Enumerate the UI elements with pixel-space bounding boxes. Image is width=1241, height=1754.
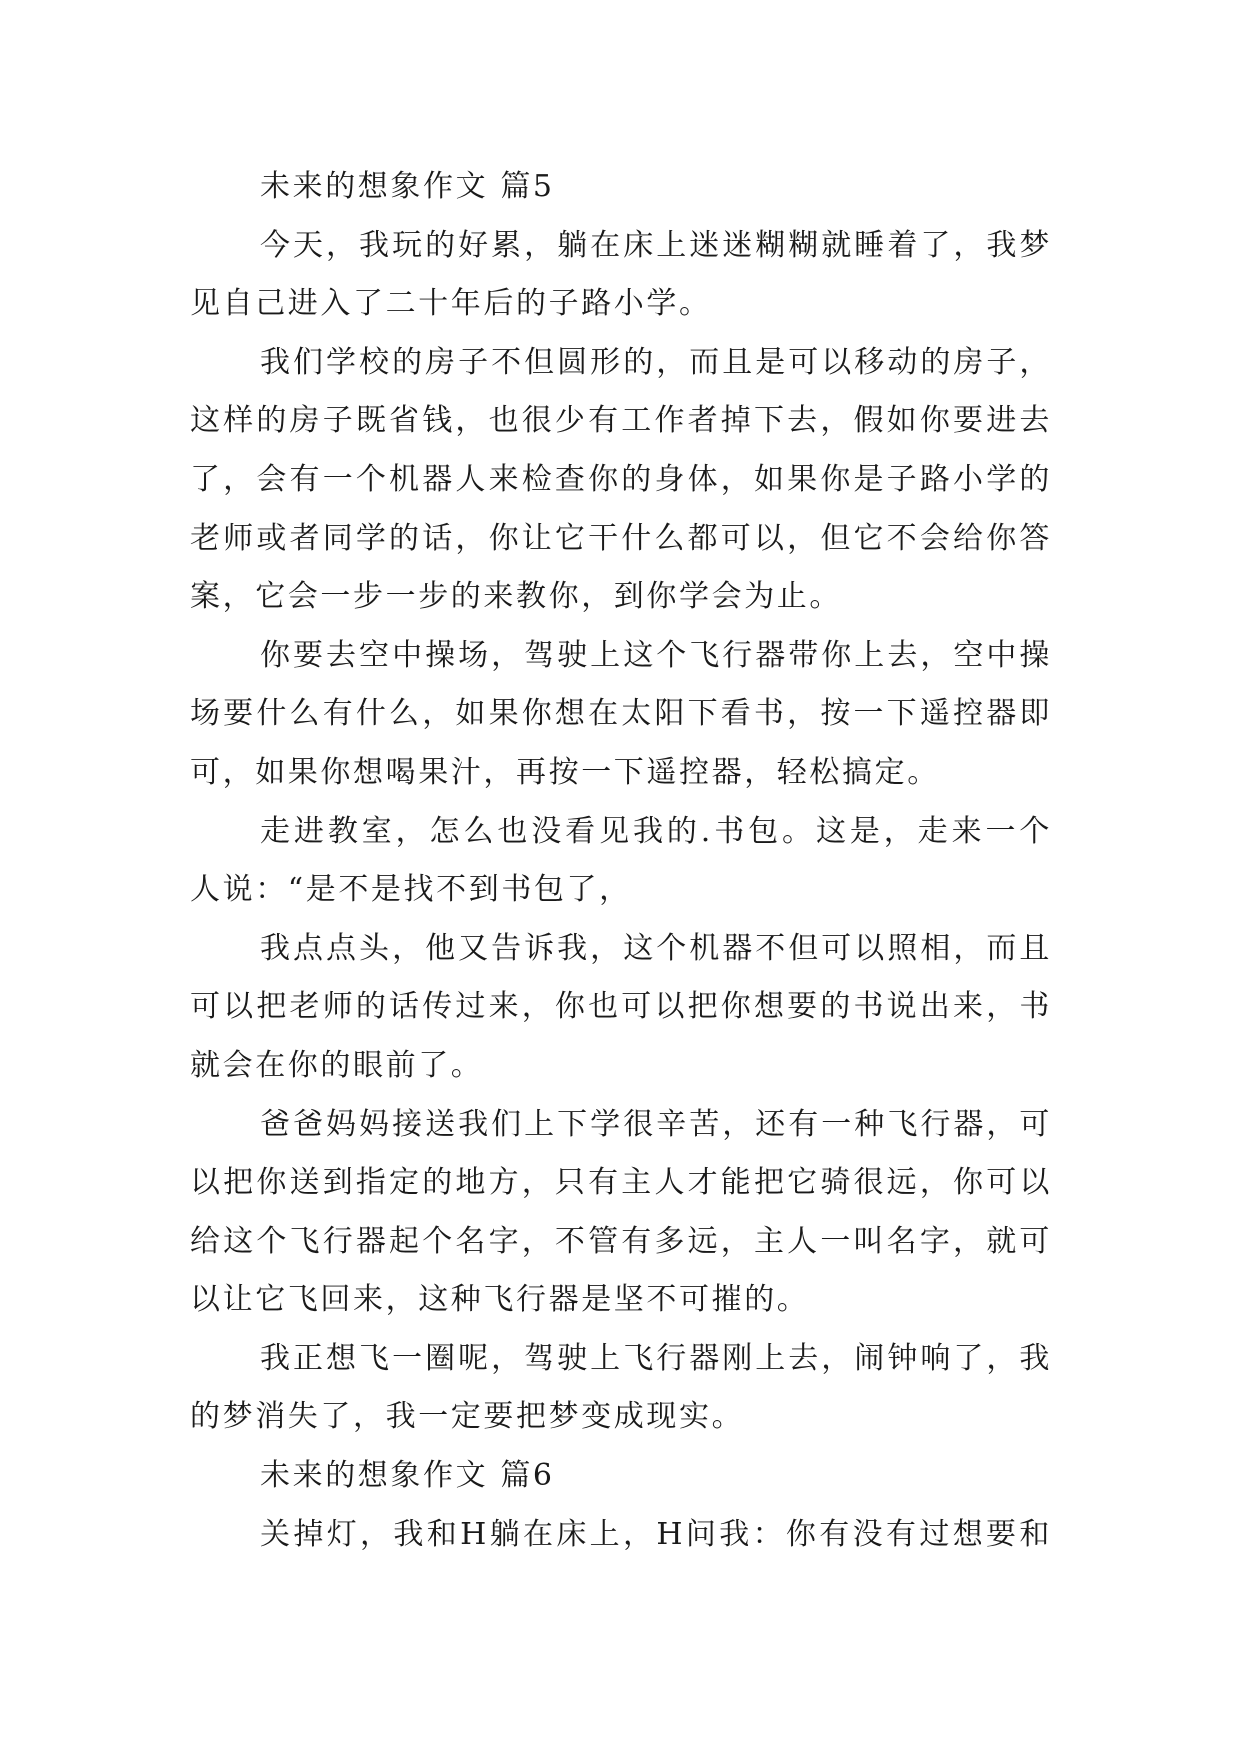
paragraph-line: 就会在你的眼前了。	[190, 1047, 484, 1083]
document-body	[190, 158, 1052, 1564]
paragraph-line: 老师或者同学的话，你让它干什么都可以，但它不会给你答	[190, 520, 1052, 556]
paragraph-line: 走进教室，怎么也没看见我的.书包。这是，走来一个	[260, 813, 1052, 849]
paragraph-line: 了，会有一个机器人来检查你的身体，如果你是子路小学的	[190, 461, 1052, 497]
paragraph-line: 给这个飞行器起个名字，不管有多远，主人一叫名字，就可	[190, 1223, 1052, 1259]
paragraph-line: 可以把老师的话传过来，你也可以把你想要的书说出来，书	[190, 989, 1052, 1025]
paragraph-line: 今天，我玩的好累，躺在床上迷迷糊糊就睡着了，我梦	[260, 227, 1052, 263]
section-heading-6: 未来的想象作文 篇6	[260, 1458, 555, 1494]
paragraph-line: 关掉灯，我和H躺在床上，H问我：你有没有过想要和	[260, 1516, 1052, 1552]
section-heading-5: 未来的想象作文 篇5	[260, 169, 555, 204]
paragraph-line: 见自己进入了二十年后的子路小学。	[190, 286, 712, 322]
paragraph-line: 爸爸妈妈接送我们上下学很辛苦，还有一种飞行器，可	[260, 1106, 1052, 1142]
paragraph-line: 的梦消失了，我一定要把梦变成现实。	[190, 1399, 745, 1435]
paragraph-line: 人说：“是不是找不到书包了，	[190, 872, 632, 908]
paragraph-line: 这样的房子既省钱，也很少有工作者掉下去，假如你要进去	[190, 403, 1052, 439]
paragraph-line: 案，它会一步一步的来教你，到你学会为止。	[190, 579, 842, 615]
paragraph-line: 场要什么有什么，如果你想在太阳下看书，按一下遥控器即	[190, 696, 1052, 732]
paragraph-line: 以让它飞回来，这种飞行器是坚不可摧的。	[190, 1282, 810, 1318]
paragraph-line: 可，如果你想喝果汁，再按一下遥控器，轻松搞定。	[190, 754, 940, 790]
paragraph-line: 我点点头，他又告诉我，这个机器不但可以照相，而且	[260, 930, 1052, 966]
paragraph-line: 你要去空中操场，驾驶上这个飞行器带你上去，空中操	[260, 637, 1052, 673]
paragraph-line: 我正想飞一圈呢，驾驶上飞行器刚上去，闹钟响了，我	[260, 1340, 1052, 1376]
paragraph-line: 我们学校的房子不但圆形的，而且是可以移动的房子，	[260, 344, 1052, 380]
paragraph-line: 以把你送到指定的地方，只有主人才能把它骑很远，你可以	[190, 1165, 1052, 1201]
